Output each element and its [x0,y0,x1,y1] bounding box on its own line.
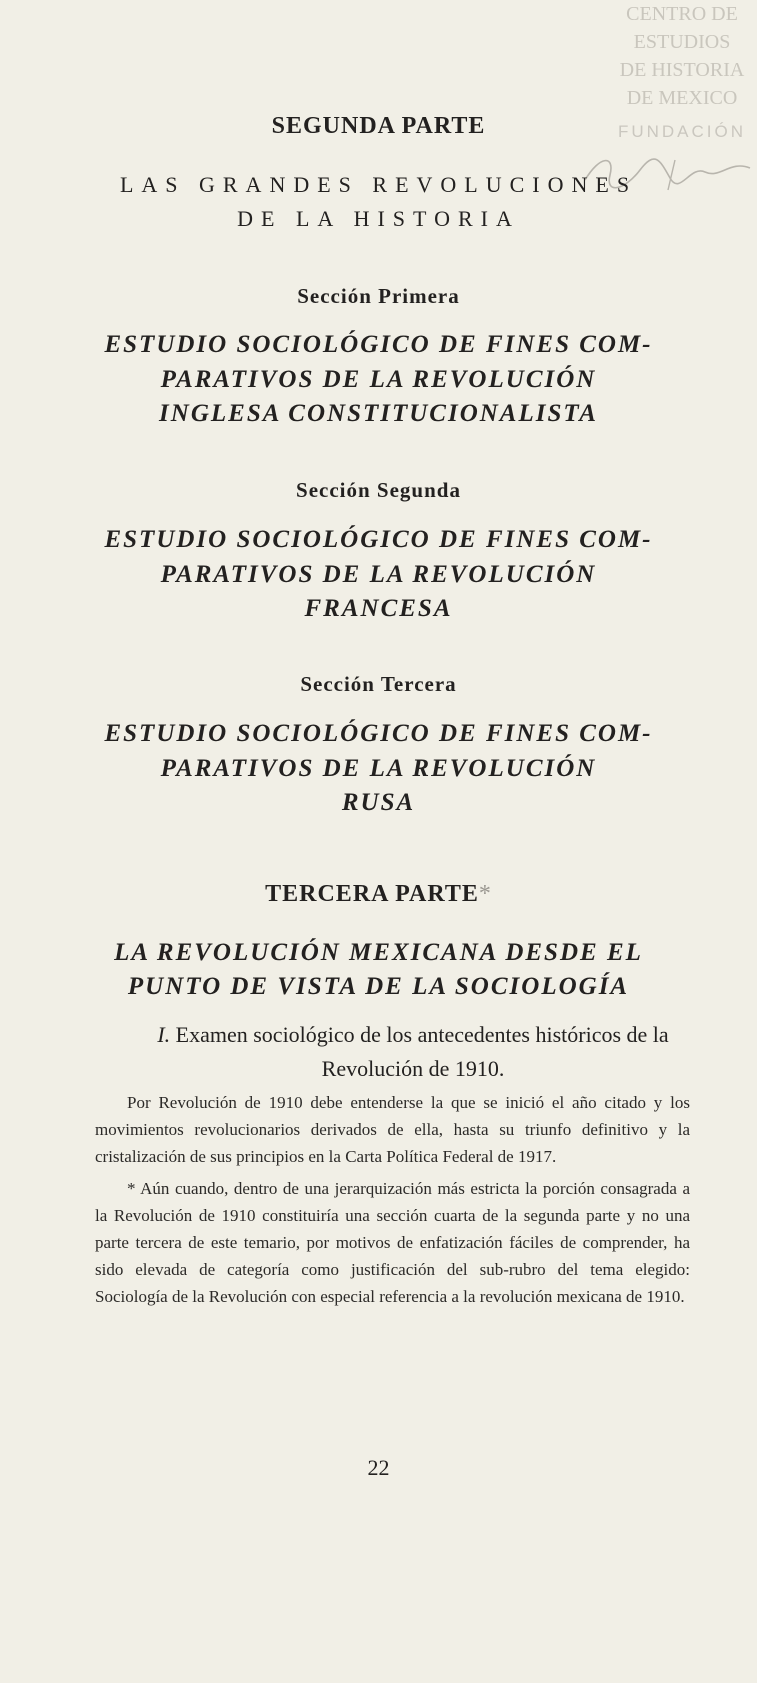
footnote-marker: * [478,881,492,907]
third-part-title-row [0,881,757,908]
watermark-line: DE HISTORIA [619,59,745,81]
third-part-title: TERCERA PARTE [265,881,479,907]
section-2-label: Sección Segunda [296,478,461,502]
section-3-title-line3: RUSA [341,789,416,816]
section-3-label: Sección Tercera [300,672,457,696]
section-1-title-line2: PARATIVOS DE LA REVOLUCIÓN [160,366,597,393]
watermark-foundation: FUNDACIÓN [617,122,747,141]
second-part-subtitle-line1: LAS GRANDES REVOLUCIONES [119,172,638,197]
chapter-heading [128,1018,698,1086]
watermark-line: DE MEXICO [626,87,738,109]
section-3-title-line1: ESTUDIO SOCIOLÓGICO DE FINES COM- [104,720,653,747]
page-number: 22 [367,1455,390,1480]
chapter-heading-text: Examen sociológico de los antecedentes históricos de la Revolución de 1910. [175,1022,669,1081]
footnote-paragraph: * Aún cuando, dentro de una jerarquización más estricta la porción consagrada a la Revolución de 1910 constituiría una sección cuarta de la segunda parte y no una parte tercera de este temario, por motivos de enfatización fáciles de comprender, ha sido elevada de categoría como justificación del sub-rubro del tema elegido: Sociología de la Revolución con especial referencia a la revolución mexicana de 1910. [95,1179,690,1306]
watermark-line: ESTUDIOS [633,31,731,53]
second-part-subtitle-line2: DE LA HISTORIA [237,206,520,231]
chapter-number: I. [157,1022,171,1047]
second-part-title: SEGUNDA PARTE [271,113,486,139]
section-1-label: Sección Primera [297,284,460,308]
section-2-title-line1: ESTUDIO SOCIOLÓGICO DE FINES COM- [104,526,653,553]
section-3-title-line2: PARATIVOS DE LA REVOLUCIÓN [160,755,597,782]
section-1-title-line3: INGLESA CONSTITUCIONALISTA [159,400,598,427]
watermark-line: CENTRO DE [626,3,738,25]
body-paragraph: Por Revolución de 1910 debe entenderse la que se inició el año citado y los movimientos revolucionarios derivados de ella, hasta su triunfo definitivo y la cristalización de sus principios en la Carta Política Federal de 1917. [95,1093,690,1166]
body-text [95,1089,690,1310]
section-1-title-line1: ESTUDIO SOCIOLÓGICO DE FINES COM- [104,331,653,358]
section-2-title-line3: FRANCESA [304,595,453,622]
section-2-title-line2: PARATIVOS DE LA REVOLUCIÓN [160,561,597,588]
third-part-subtitle-line1: LA REVOLUCIÓN MEXICANA DESDE EL [114,939,643,966]
third-part-subtitle-line2: PUNTO DE VISTA DE LA SOCIOLOGÍA [127,973,630,1000]
